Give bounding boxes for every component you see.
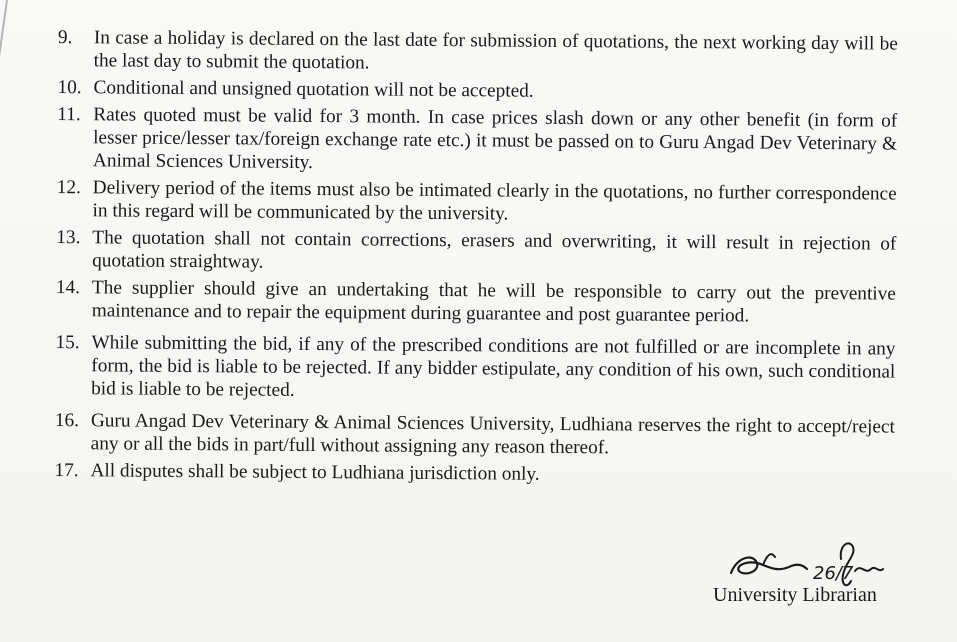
clause-11 [57, 103, 898, 179]
signature-block [705, 535, 905, 610]
clause-number: 17. [54, 459, 79, 482]
clause-12 [56, 176, 896, 229]
clause-9 [58, 26, 898, 79]
clause-17 [54, 459, 894, 489]
clause-number: 9. [57, 26, 73, 49]
clause-number: 12. [56, 176, 81, 199]
clause-15 [55, 331, 896, 407]
page-edge-line [0, 0, 8, 89]
clause-13 [56, 226, 896, 279]
clause-text: Rates quoted must be valid for 3 month. In case prices slash down or any other benefit (in form of lesser price/lesser tax/foreign exchange rate etc.) it must be passed on to Guru Angad Dev Veterinary & Animal Sciences University. [92, 104, 898, 174]
clause-number: 16. [54, 409, 80, 432]
clause-text: Delivery period of the items must also be intimated clearly in the quotations, no further correspondence in this regard will be communicated by the university. [92, 177, 897, 225]
clause-14 [56, 276, 896, 329]
clause-text: Guru Angad Dev Veterinary & Animal Sciences University, Ludhiana reserves the right to accept/reject any or all the bids in part/full without assigning any reason thereof. [90, 410, 895, 459]
clause-number: 14. [55, 276, 81, 299]
clause-text: The quotation shall not contain corrections, erasers and overwriting, it will result in rejection of quotation straightway. [92, 227, 897, 273]
clause-number: 11. [57, 103, 81, 126]
conditions-list [54, 26, 898, 493]
clause-text: While submitting the bid, if any of the prescribed conditions are not fulfilled or are incomplete in any form, the bid is liable to be rejected. If any bidder estipulate, any condition of his own, such conditional bid is liable to be rejected. [91, 332, 896, 401]
clause-10 [57, 76, 897, 106]
clause-text: Conditional and unsigned quotation will not be accepted. [93, 77, 534, 102]
clause-number: 13. [56, 226, 81, 249]
clause-number: 10. [57, 76, 82, 99]
signatory-title: University Librarian [713, 584, 877, 606]
clause-16 [55, 409, 895, 462]
signature-date: 26/7 [813, 563, 854, 584]
clause-text: The supplier should give an undertaking that he will be responsible to carry out the preventive maintenance and to repair the equipment during guarantee and post guarantee period. [91, 277, 897, 327]
clause-text: All disputes shall be subject to Ludhiana jurisdiction only. [90, 460, 540, 485]
clause-number: 15. [55, 331, 80, 354]
clause-text: In case a holiday is declared on the last date for submission of quotations, the next working day will be the last day to submit the quotation. [93, 27, 898, 74]
